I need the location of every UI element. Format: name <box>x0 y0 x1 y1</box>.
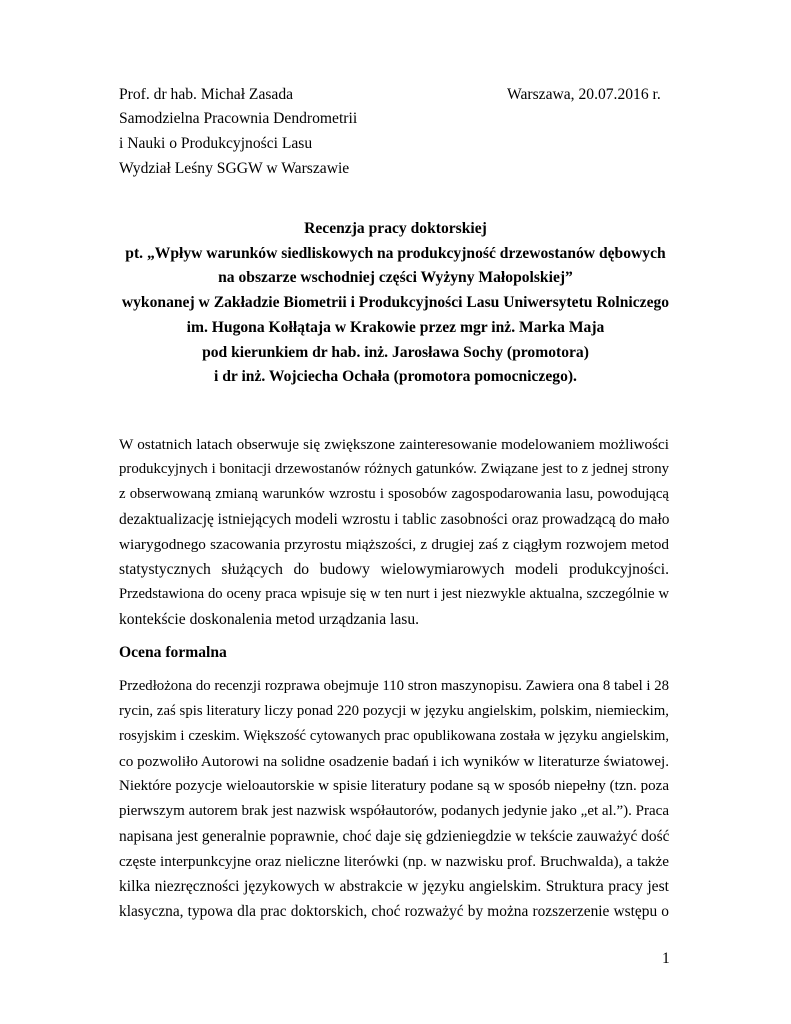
formal-paragraph-line: napisana jest generalnie poprawnie, choć daje się gdzieniegdzie w tekście zauważyć dość <box>119 828 670 845</box>
page-number: 1 <box>662 950 670 967</box>
intro-paragraph-line: kontekście doskonalenia metod urządzania lasu. <box>119 611 420 628</box>
formal-paragraph-line: częste interpunkcyjne oraz nieliczne literówki (np. w nazwisku prof. Bruchwalda), a także <box>119 853 669 870</box>
author-name: Prof. dr hab. Michał Zasada <box>119 86 294 103</box>
formal-paragraph-line: pierwszym autorem brak jest nazwisk współautorów, podanych jedynie jako „et al.”). Praca <box>119 803 669 819</box>
formal-paragraph-line: klasyczna, typowa dla prac doktorskich, choć rozważyć by można rozszerzenie wstępu o <box>119 903 669 920</box>
intro-paragraph-line: dezaktualizację istniejących modeli wzrostu i tablic zasobności oraz prowadzącą do mało <box>119 511 670 528</box>
intro-paragraph-line: statystycznych służących do budowy wielowymiarowych modeli produkcyjności. <box>119 561 669 578</box>
review-title-line: Recenzja pracy doktorskiej <box>304 220 487 237</box>
review-title-line: na obszarze wschodniej części Wyżyny Małopolskiej” <box>218 269 573 286</box>
intro-paragraph-line: Przedstawiona do oceny praca wpisuje się w ten nurt i jest niezwykle aktualna, szczególnie w <box>119 586 669 602</box>
review-title-line: wykonanej w Zakładzie Biometrii i Produkcyjności Lasu Uniwersytetu Rolniczego <box>121 294 670 311</box>
author-unit-line-2: i Nauki o Produkcyjności Lasu <box>119 135 313 152</box>
author-faculty: Wydział Leśny SGGW w Warszawie <box>119 160 350 177</box>
review-title-line: i dr inż. Wojciecha Ochała (promotora pomocniczego). <box>214 368 577 385</box>
intro-paragraph-line: produkcyjnych i bonitacji drzewostanów różnych gatunków. Związane jest to z jednej strony <box>119 461 669 477</box>
author-unit-line-1: Samodzielna Pracownia Dendrometrii <box>119 110 358 127</box>
formal-paragraph-line: rosyjskim i czeskim. Większość cytowanych prac opublikowana została w języku angielskim, <box>119 728 669 744</box>
formal-paragraph-line: kilka niezręczności językowych w abstrakcie w języku angielskim. Struktura pracy jest <box>119 878 669 895</box>
formal-paragraph-line: co pozwoliło Autorowi na solidne osadzenie badań i ich wyników w literaturze światowej. <box>119 753 669 770</box>
intro-paragraph-line: wiarygodnego szacowania przyrostu miąższości, z drugiej zaś z ciągłym rozwojem metod <box>119 536 669 553</box>
review-title-line: pod kierunkiem dr hab. inż. Jarosława Sochy (promotora) <box>202 344 589 361</box>
section-heading: Ocena formalna <box>119 644 227 661</box>
place-date: Warszawa, 20.07.2016 r. <box>507 86 661 103</box>
formal-paragraph-line: Przedłożona do recenzji rozprawa obejmuje 110 stron maszynopisu. Zawiera ona 8 tabel i 28 <box>119 678 670 694</box>
review-title-line: im. Hugona Kołłątaja w Krakowie przez mgr inż. Marka Maja <box>186 319 605 336</box>
formal-paragraph-line: Niektóre pozycje wieloautorskie w spisie literatury podane są w sposób niepełny (tzn. poza <box>119 778 669 794</box>
review-title-line: pt. „Wpływ warunków siedliskowych na produkcyjność drzewostanów dębowych <box>125 245 666 262</box>
formal-paragraph-line: rycin, zaś spis literatury liczy ponad 220 pozycji w języku angielskim, polskim, niemieckim, <box>119 703 669 719</box>
intro-paragraph-line: W ostatnich latach obserwuje się zwiększone zainteresowanie modelowaniem możliwości <box>119 436 669 453</box>
intro-paragraph-line: z obserwowaną zmianą warunków wzrostu i sposobów zagospodarowania lasu, powodującą <box>119 486 669 502</box>
